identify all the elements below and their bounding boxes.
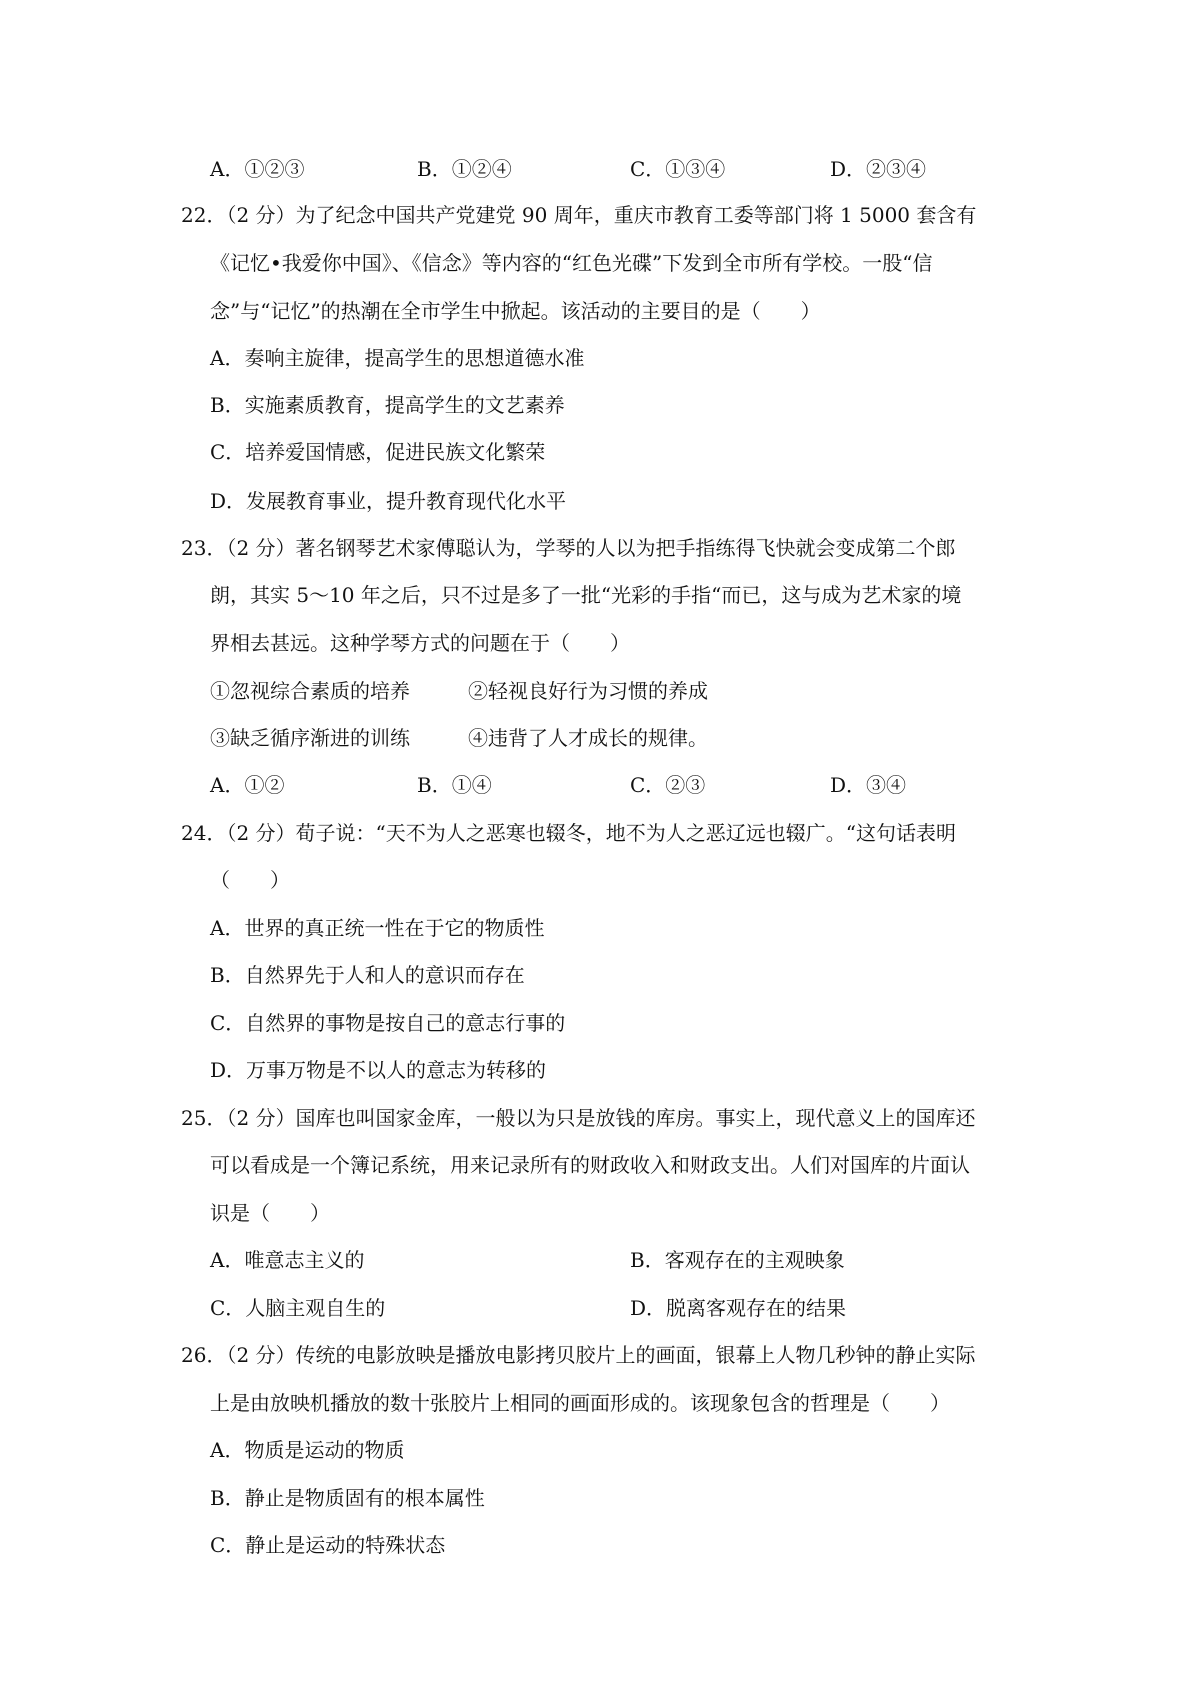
q23-option-c: C．②③ [630,773,706,797]
q21-option-c: C．①③④ [630,157,726,181]
q24-stem-line-1: 24．（2 分）荀子说：“天不为人之恶寒也辍冬，地不为人之恶辽远也辍广。“这句话表明 [181,821,956,845]
q21-option-d: D．②③④ [830,157,927,181]
q26-option-b: B．静止是物质固有的根本属性 [210,1486,485,1510]
q25-option-a: A．唯意志主义的 [210,1248,365,1272]
q23-statement-4: ④违背了人才成长的规律。 [468,726,708,750]
q22-option-a: A．奏响主旋律，提高学生的思想道德水准 [210,346,585,370]
q22-option-d: D．发展教育事业，提升教育现代化水平 [210,489,567,513]
q25-option-d: D．脱离客观存在的结果 [630,1296,847,1320]
q26-option-a: A．物质是运动的物质 [210,1438,405,1462]
q24-option-d: D．万事万物是不以人的意志为转移的 [210,1058,547,1082]
q23-statement-1: ①忽视综合素质的培养 [210,679,410,703]
q25-stem-line-1: 25．（2 分）国库也叫国家金库，一般以为只是放钱的库房。事实上，现代意义上的国库还 [181,1106,976,1130]
q22-option-b: B．实施素质教育，提高学生的文艺素养 [210,393,565,417]
q23-stem-line-2: 朗，其实 5～10 年之后，只不过是多了一批“光彩的手指“而已，这与成为艺术家的境 [210,583,962,607]
q22-option-c: C．培养爱国情感，促进民族文化繁荣 [210,440,546,464]
q25-stem-line-2: 可以看成是一个簿记系统，用来记录所有的财政收入和财政支出。人们对国库的片面认 [210,1153,970,1177]
q23-statement-2: ②轻视良好行为习惯的养成 [468,679,708,703]
q23-option-a: A．①② [210,773,285,797]
q25-stem-line-3: 识是（ ） [210,1201,330,1225]
q22-stem-line-1: 22．（2 分）为了纪念中国共产党建党 90 周年，重庆市教育工委等部门将 1 5000 套含有 [181,203,977,227]
q26-stem-line-2: 上是由放映机播放的数十张胶片上相同的画面形成的。该现象包含的哲理是（ ） [210,1391,950,1415]
q22-stem-line-3: 念”与“记忆”的热潮在全市学生中掀起。该活动的主要目的是（ ） [210,299,821,323]
q22-stem-line-2: 《记忆•我爱你中国》、《信念》等内容的“红色光碟”下发到全市所有学校。一股“信 [210,251,933,275]
q24-option-b: B．自然界先于人和人的意识而存在 [210,963,525,987]
q23-stem-line-3: 界相去甚远。这种学琴方式的问题在于（ ） [210,631,630,655]
q24-stem-line-2: （ ） [210,868,290,892]
q26-stem-line-1: 26．（2 分）传统的电影放映是播放电影拷贝胶片上的画面，银幕上人物几秒钟的静止实际 [181,1343,976,1367]
q21-option-a: A．①②③ [210,157,305,181]
q25-option-c: C．人脑主观自生的 [210,1296,386,1320]
q23-statement-3: ③缺乏循序渐进的训练 [210,726,410,750]
q25-option-b: B．客观存在的主观映象 [630,1248,845,1272]
q26-option-c: C．静止是运动的特殊状态 [210,1533,446,1557]
q23-option-d: D．③④ [830,773,907,797]
q24-option-a: A．世界的真正统一性在于它的物质性 [210,916,545,940]
q23-stem-line-1: 23．（2 分）著名钢琴艺术家傅聪认为，学琴的人以为把手指练得飞快就会变成第二个郎 [181,536,956,560]
q24-option-c: C．自然界的事物是按自己的意志行事的 [210,1011,566,1035]
q23-option-b: B．①④ [417,773,492,797]
q21-option-b: B．①②④ [417,157,512,181]
